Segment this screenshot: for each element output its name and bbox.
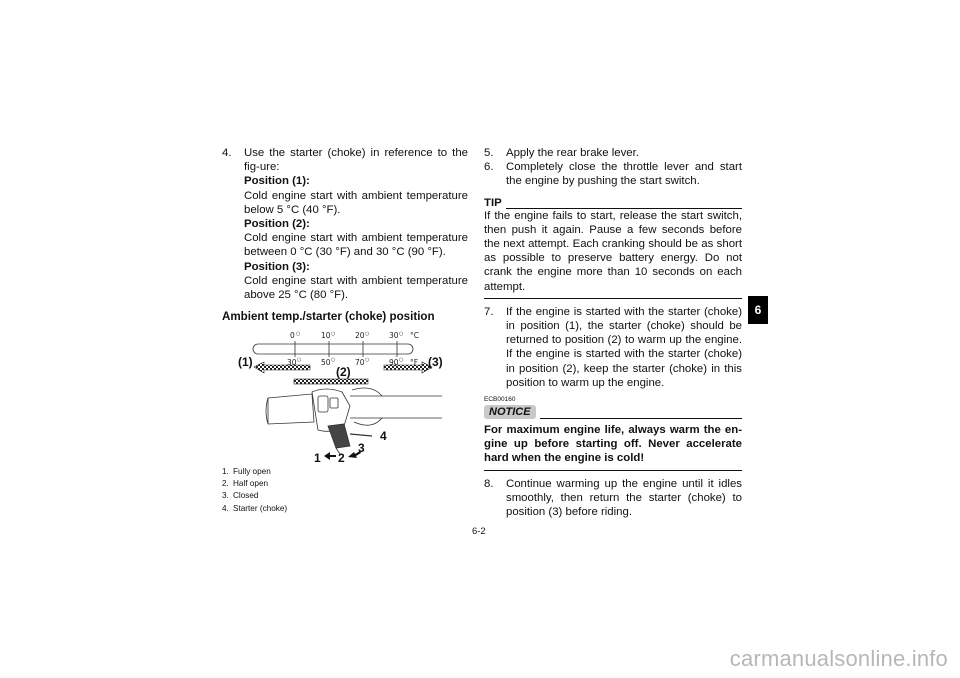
step-number: 8. bbox=[484, 477, 494, 490]
position-2-heading: Position (2): bbox=[244, 218, 310, 231]
fahrenheit-tick-70: 70 bbox=[355, 358, 365, 367]
step-text: If the engine is started with the starter (choke) in position (1), the starter (choke) should be returned to position (2) to warm up the engine. If the engine is started with the starter (choke) in position (2), keep the starter (choke) in this position to warm up the engine. bbox=[506, 305, 742, 389]
degree-mark: ○ bbox=[399, 331, 404, 337]
tip-heading bbox=[484, 197, 742, 209]
step-number: 5. bbox=[484, 147, 494, 159]
fahrenheit-tick-50: 50 bbox=[321, 358, 331, 367]
notice-text: For maximum engine life, always warm the en-gine up before starting off. Never accelerate hard when the engine is cold! bbox=[484, 424, 742, 465]
celsius-tick-10: 10 bbox=[321, 331, 331, 340]
legend-item: 1. Fully open bbox=[222, 467, 271, 476]
figure-title: Ambient temp./starter (choke) position bbox=[222, 310, 435, 324]
position-3-text: Cold engine start with ambient temperature above 25 °C (80 °F). bbox=[244, 274, 468, 302]
step-5 bbox=[484, 146, 742, 160]
notice-badge: NOTICE bbox=[484, 405, 536, 419]
step-7 bbox=[484, 305, 742, 390]
position-1-label: (1) bbox=[238, 355, 253, 369]
degree-mark: ○ bbox=[296, 331, 301, 337]
degree-mark: ○ bbox=[297, 357, 302, 363]
legend-item: 2. Half open bbox=[222, 479, 269, 489]
celsius-tick-20: 20 bbox=[355, 331, 365, 340]
left-column bbox=[222, 146, 468, 323]
callout-3: 3 bbox=[358, 441, 365, 455]
tip-end-rule bbox=[484, 298, 742, 299]
fahrenheit-tick-90: 90 bbox=[389, 358, 399, 367]
choke-figure bbox=[232, 326, 446, 462]
tip-label: TIP bbox=[484, 196, 502, 209]
position-1-text: Cold engine start with ambient temperature below 5 °C (40 °F). bbox=[244, 189, 468, 216]
step-number: 4. bbox=[222, 147, 232, 159]
degree-mark: ○ bbox=[399, 357, 404, 363]
callout-arrow-icon bbox=[324, 452, 336, 460]
handlebar-drawing bbox=[266, 388, 442, 454]
step-6 bbox=[484, 160, 742, 188]
degree-mark: ○ bbox=[331, 331, 336, 337]
step-4 bbox=[222, 146, 468, 302]
position-3-label: (3) bbox=[428, 355, 443, 369]
degree-mark: ○ bbox=[365, 357, 370, 363]
callout-4: 4 bbox=[380, 429, 387, 443]
celsius-unit: °C bbox=[410, 331, 419, 340]
step-text: Continue warming up the engine until it idles smoothly, then return the starter (choke) to position (3) before riding. bbox=[506, 477, 742, 519]
tip-rule bbox=[506, 198, 742, 209]
celsius-tick-30: 30 bbox=[389, 331, 399, 340]
legend-item: 3. Closed bbox=[222, 491, 259, 501]
notice-code: ECB00160 bbox=[484, 396, 516, 404]
step-8 bbox=[484, 477, 742, 520]
fahrenheit-unit: °F bbox=[410, 358, 419, 367]
fahrenheit-tick-30: 30 bbox=[287, 358, 297, 367]
notice-heading bbox=[484, 405, 742, 419]
figure-legend bbox=[222, 466, 342, 515]
legend-item: 4. Starter (choke) bbox=[222, 503, 288, 513]
choke-illustration bbox=[232, 326, 446, 462]
step-number: 7. bbox=[484, 305, 494, 318]
celsius-tick-0: 0 bbox=[290, 331, 295, 340]
step-text: Apply the rear brake lever. bbox=[506, 147, 639, 159]
position-3-heading: Position (3): bbox=[244, 260, 310, 273]
chapter-tab: 6 bbox=[748, 296, 768, 324]
tip-text: If the engine fails to start, release the start switch, then push it again. Pause a few seconds before the next attempt. Each cranking should be as short as possible to preserve battery energy. Do not crank the engine more than 10 seconds on each attempt. bbox=[484, 209, 742, 293]
arrow-left-icon bbox=[254, 362, 310, 373]
step-number: 6. bbox=[484, 161, 494, 174]
step-text: Completely close the throttle lever and start the engine by pushing the start switch. bbox=[506, 161, 742, 188]
position-1-heading: Position (1): bbox=[244, 175, 310, 188]
position-2-text: Cold engine start with ambient temperature between 0 °C (30 °F) and 30 °C (90 °F). bbox=[244, 232, 468, 259]
middle-range-bar bbox=[294, 379, 368, 384]
step-text: Use the starter (choke) in reference to the fig-ure: bbox=[244, 147, 468, 174]
notice-end-rule bbox=[484, 470, 742, 471]
callout-2: 2 bbox=[338, 451, 345, 462]
callout-1: 1 bbox=[314, 451, 321, 462]
degree-mark: ○ bbox=[331, 357, 336, 363]
page-number: 6-2 bbox=[472, 525, 486, 536]
notice-rule bbox=[540, 406, 742, 419]
position-2-label: (2) bbox=[336, 365, 351, 379]
temperature-scale bbox=[253, 331, 419, 367]
right-column bbox=[484, 146, 742, 519]
watermark: carmanualsonline.info bbox=[729, 646, 948, 671]
degree-mark: ○ bbox=[365, 331, 370, 337]
